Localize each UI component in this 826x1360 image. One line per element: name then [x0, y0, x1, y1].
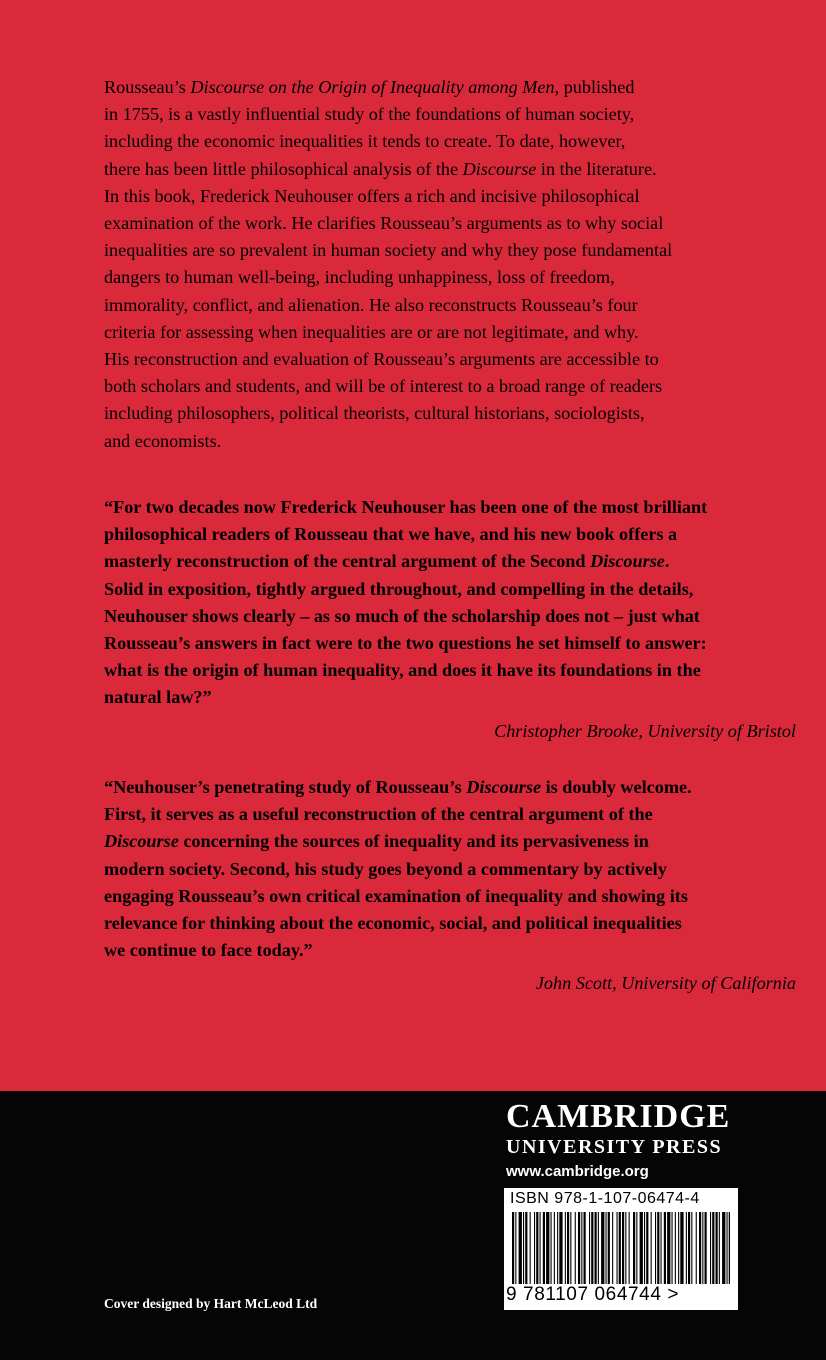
text-line: what is the origin of human inequality, and does it have its foundations in the — [104, 660, 701, 681]
endorsement-2-attribution: John Scott, University of California — [535, 973, 796, 993]
text-line: Solid in exposition, tightly argued throughout, and compelling in the details, — [104, 578, 694, 599]
text-line: Discourse concerning the sources of inequality and its pervasiveness in — [104, 831, 649, 852]
isbn-barcode — [504, 1188, 738, 1310]
publisher-name: CAMBRIDGE — [506, 1098, 731, 1135]
publisher-website[interactable]: www.cambridge.org — [506, 1163, 649, 1180]
text-line: both scholars and students, and will be of interest to a broad range of readers — [104, 376, 663, 397]
text-line: Neuhouser shows clearly – as so much of the scholarship does not – just what — [104, 605, 700, 626]
text-line: we continue to face today.” — [104, 940, 313, 961]
text-line: examination of the work. He clarifies Rousseau’s arguments as to why social — [104, 213, 664, 234]
text-line: First, it serves as a useful reconstruction of the central argument of the — [104, 804, 653, 825]
text-line: Rousseau’s answers in fact were to the two questions he set himself to answer: — [104, 633, 707, 654]
endorsement-quote-1 — [104, 494, 804, 712]
isbn-label: ISBN 978-1-107-06474-4 — [510, 1190, 700, 1207]
barcode-digits: 9 781107 064744 > — [506, 1284, 680, 1305]
text-line: “For two decades now Frederick Neuhouser has been one of the most brilliant — [104, 497, 708, 517]
text-line: in 1755, is a vastly influential study of the foundations of human society, — [104, 104, 635, 125]
endorsement-quote-2 — [104, 774, 804, 964]
text-line: engaging Rousseau’s own critical examination of inequality and showing its — [104, 885, 688, 906]
text-line: natural law?” — [104, 687, 212, 708]
text-line: dangers to human well-being, including unhappiness, loss of freedom, — [104, 267, 615, 288]
text-line: including the economic inequalities it tends to create. To date, however, — [104, 131, 626, 152]
barcode-bars-icon — [512, 1212, 730, 1284]
cover-design-credit: Cover designed by Hart McLeod Ltd — [104, 1296, 318, 1311]
publisher-block — [506, 1098, 730, 1184]
text-line: His reconstruction and evaluation of Rousseau’s arguments are accessible to — [104, 349, 659, 370]
text-line: Rousseau’s Discourse on the Origin of Inequality among Men, published — [104, 77, 635, 97]
text-line: In this book, Frederick Neuhouser offers a rich and incisive philosophical — [104, 185, 640, 206]
text-line: “Neuhouser’s penetrating study of Rousseau’s Discourse is doubly welcome. — [104, 777, 692, 797]
text-line: criteria for assessing when inequalities are or are not legitimate, and why. — [104, 321, 639, 342]
summary-blurb — [104, 74, 804, 455]
publisher-subtitle: UNIVERSITY PRESS — [506, 1136, 723, 1158]
endorsement-1-attribution: Christopher Brooke, University of Bristol — [494, 721, 796, 741]
text-line: philosophical readers of Rousseau that we have, and his new book offers a — [104, 524, 678, 545]
text-line: including philosophers, political theorists, cultural historians, sociologists, — [104, 403, 645, 424]
text-line: modern society. Second, his study goes beyond a commentary by actively — [104, 858, 667, 879]
text-line: masterly reconstruction of the central argument of the Second Discourse. — [104, 551, 670, 572]
text-line: inequalities are so prevalent in human society and why they pose fundamental — [104, 240, 673, 261]
text-line: immorality, conflict, and alienation. He also reconstructs Rousseau’s four — [104, 294, 638, 315]
text-line: there has been little philosophical analysis of the Discourse in the literature. — [104, 158, 657, 179]
text-line: relevance for thinking about the economic, social, and political inequalities — [104, 913, 682, 934]
text-line: and economists. — [104, 430, 222, 451]
